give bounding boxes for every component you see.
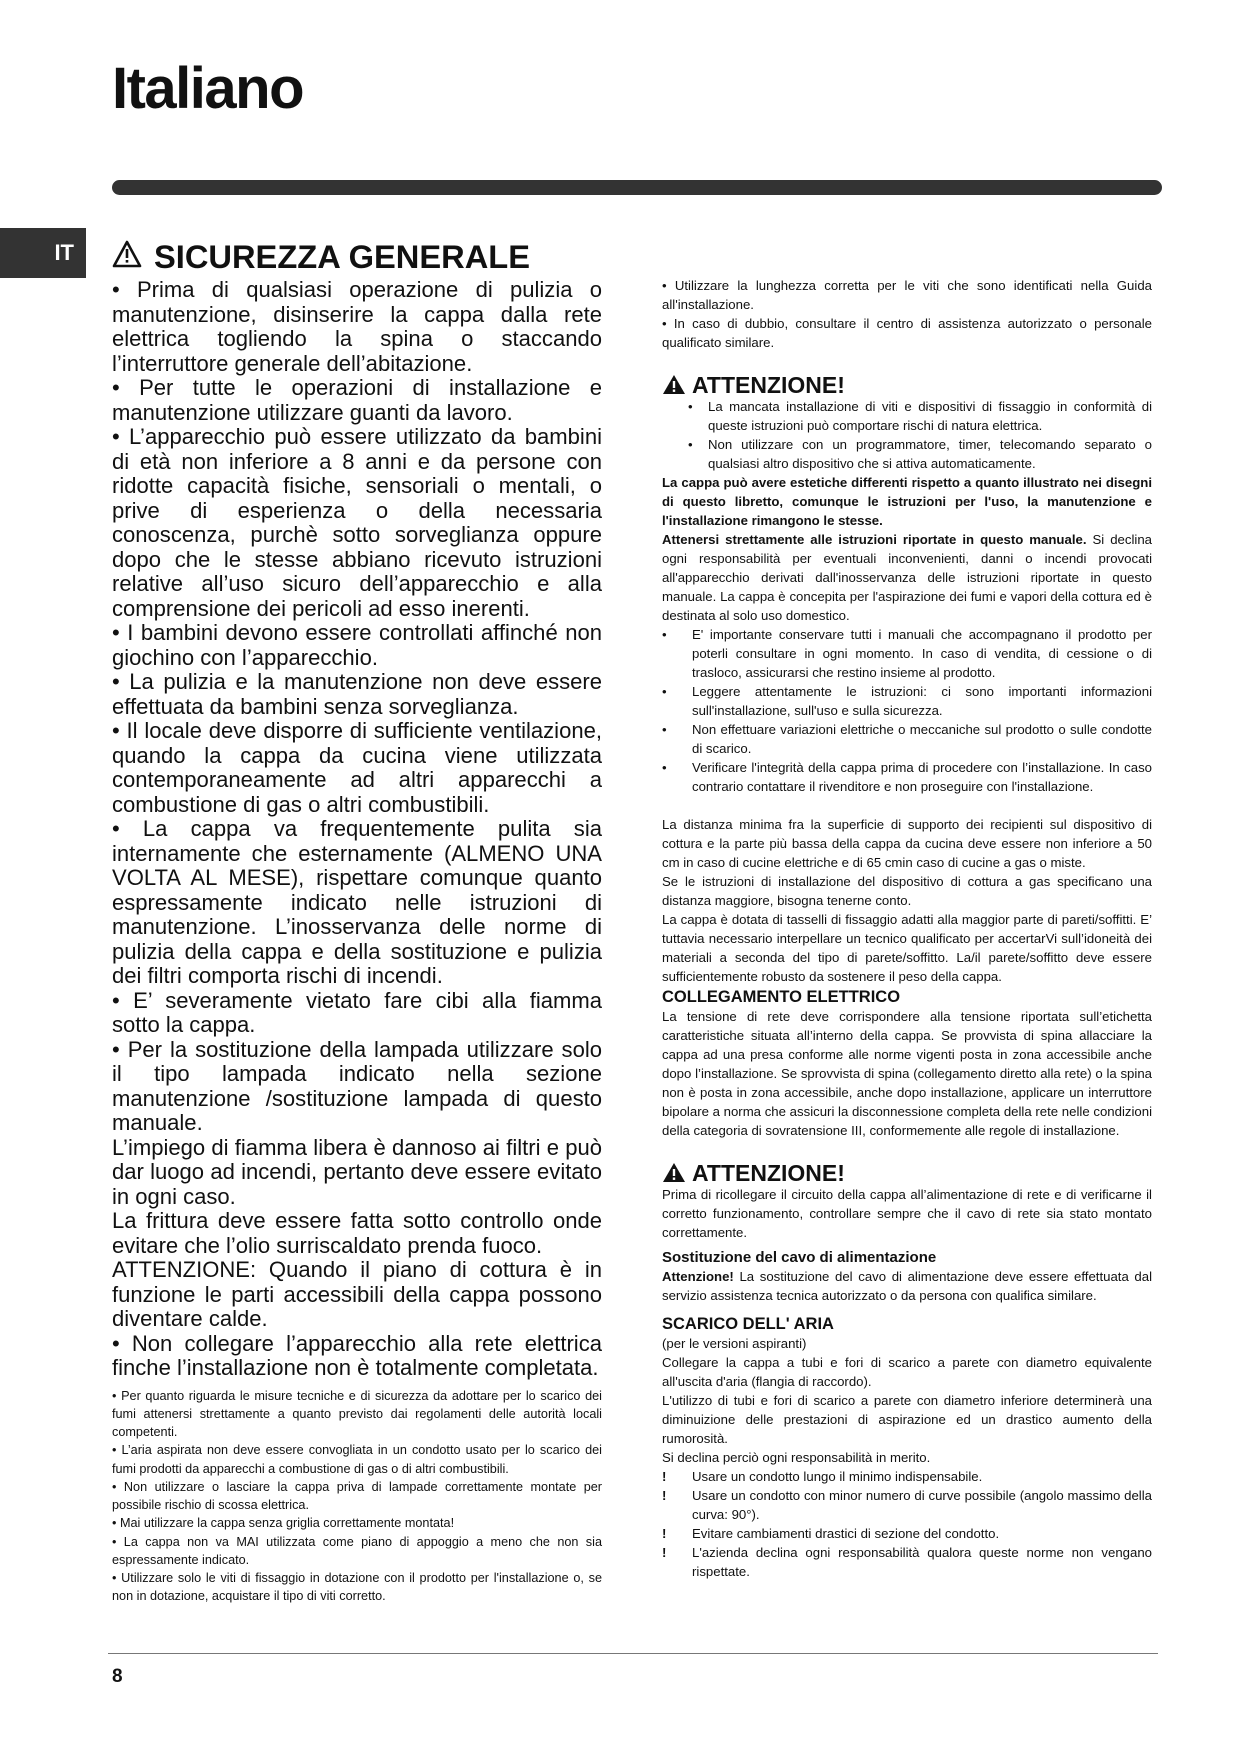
list-item: ! Usare un condotto lungo il minimo indispensabile. (662, 1469, 983, 1484)
paragraph: • Mai utilizzare la cappa senza griglia correttamente montata! (112, 1516, 455, 1531)
paragraph: (per le versioni aspiranti) (662, 1336, 807, 1351)
page-language-title: Italiano (112, 56, 304, 121)
warning-outline-icon (112, 238, 142, 276)
paragraph: Se le istruzioni di installazione del dispositivo di cottura a gas specificano una distanza maggiore, bisogna tenerne conto. (662, 874, 1152, 908)
list-item: • Verificare l'integrità della cappa prima di procedere con l’installazione. In caso contrario contattare il rivenditore e non proseguire con l'installazione. (662, 760, 1152, 794)
paragraph: • L’aria aspirata non deve essere convogliata in un condotto usato per lo scarico dei fumi prodotti da apparecchi a combustione di gas o di altri combustibili. (112, 1443, 602, 1476)
attention-title: ATTENZIONE! (692, 1160, 845, 1186)
list-item: • Non utilizzare con un programmatore, timer, telecomando separato o qualsiasi altro dispositivo che si attiva automaticamente. (688, 437, 1152, 471)
paragraph: • Non utilizzare o lasciare la cappa priva di lampade correttamente montate per possibile rischio di scossa elettrica. (112, 1479, 602, 1512)
paragraph: • La cappa non va MAI utilizzata come piano di appoggio a meno che non sia espressamente indicato. (112, 1534, 602, 1567)
subsection-title-air: SCARICO DELL' ARIA (662, 1315, 834, 1333)
paragraph: Si declina perciò ogni responsabilità in merito. (662, 1450, 931, 1465)
subsection-title-cable: Sostituzione del cavo di alimentazione (662, 1249, 937, 1266)
paragraph: • La cappa va frequentemente pulita sia internamente che esternamente (ALMENO UNA VOLTA AL MESE), rispettare comunque quanto espressamente indicato nelle istruzioni di manutenzione. L’inosservanza delle norme di pulizia della cappa e della sostituzione e pulizia dei filtri comporta rischi di incendi. (112, 816, 602, 988)
left-column (112, 238, 602, 1606)
subsection-title-electric: COLLEGAMENTO ELETTRICO (662, 988, 901, 1006)
paragraph: • I bambini devono essere controllati affinché non giochino con l’apparecchio. (112, 620, 602, 670)
paragraph: ATTENZIONE: Quando il piano di cottura è in funzione le parti accessibili della cappa possono diventare calde. (112, 1257, 602, 1331)
list-item: ! L'azienda declina ogni responsabilità qualora queste norme non vengano rispettate. (662, 1545, 1152, 1579)
paragraph: • Utilizzare solo le viti di fissaggio in dotazione con il prodotto per l'installazione o, se non in dotazione, acquistare il tipo di viti corretto. (112, 1571, 602, 1604)
paragraph: • E’ severamente vietato fare cibi alla fiamma sotto la cappa. (112, 987, 602, 1037)
paragraph: • Per tutte le operazioni di installazione e manutenzione utilizzare guanti da lavoro. (112, 375, 602, 425)
attention-heading-1 (662, 374, 1152, 397)
paragraph: • In caso di dubbio, consultare il centro di assistenza autorizzato o personale qualificato similare. (662, 316, 1152, 350)
paragraph: L’impiego di fiamma libera è dannoso ai filtri e può dar luogo ad incendi, pertanto deve essere evitato in ogni caso. (112, 1134, 602, 1209)
paragraph: • Il locale deve disporre di sufficiente ventilazione, quando la cappa da cucina viene utilizzata contemporaneamente ad altri apparecchi a combustione di gas o altri combustibili. (112, 718, 602, 817)
paragraph: • L’apparecchio può essere utilizzato da bambini di età non inferiore a 8 anni e da persone con ridotte capacità fisiche, sensoriali o mentali, o prive di esperienza o della necessaria conoscenza, purchè sotto sorveglianza oppure dopo che le stesse abbiano ricevuto istruzioni relative all’uso sicuro dell’apparecchio e alla comprensione dei pericoli ad esso inerenti. (112, 424, 602, 621)
list-item: ! Evitare cambiamenti drastici di sezione del condotto. (662, 1526, 1000, 1541)
paragraph: Prima di ricollegare il circuito della cappa all’alimentazione di rete e di verificarne il corretto funzionamento, controllare sempre che il cavo di rete sia stato montato correttamente. (662, 1187, 1152, 1240)
footer-rule (108, 1653, 1158, 1654)
design-note: La cappa può avere estetiche differenti rispetto a quanto illustrato nei disegni di questo libretto, comunque le istruzioni per l'uso, la manutenzione e l'installazione rimangono le stesse. (662, 475, 1152, 528)
list-item: • Leggere attentamente le istruzioni: ci sono importanti informazioni sull'installazione, sull'uso e sulla sicurezza. (662, 684, 1152, 718)
attention-title: ATTENZIONE! (692, 372, 845, 398)
warning-icon (662, 374, 686, 397)
safety-small-text (112, 1387, 602, 1606)
paragraph: • Non collegare l’apparecchio alla rete elettrica finche l’installazione non è totalmente completata. (112, 1330, 602, 1380)
paragraph: • Per quanto riguarda le misure tecniche e di sicurezza da adottare per lo scarico dei fumi attenersi strettamente a quanto previsto dai regolamenti delle autorità locali competenti. (112, 1388, 602, 1439)
list-item: ! Usare un condotto con minor numero di curve possibile (angolo massimo della curva: 90°). (662, 1488, 1152, 1522)
paragraph: • Per la sostituzione della lampada utilizzare solo il tipo lampada indicato nella sezione manutenzione /sostituzione lampada di questo manuale. (112, 1036, 602, 1135)
paragraph: • La pulizia e la manutenzione non deve essere effettuata da bambini senza sorveglianza. (112, 669, 602, 719)
attention-heading-2 (662, 1162, 1152, 1185)
paragraph: La frittura deve essere fatta sotto controllo onde evitare che l’olio surriscaldato prenda fuoco. (112, 1208, 602, 1258)
list-item: • Non effettuare variazioni elettriche o meccaniche sul prodotto o sulle condotte di scarico. (662, 722, 1152, 756)
warning-icon (662, 1162, 686, 1185)
section-title: SICUREZZA GENERALE (154, 238, 530, 275)
header-rule (112, 180, 1162, 195)
paragraph: Collegare la cappa a tubi e fori di scarico a parete con diametro equivalente all'uscita d'aria (flangia di raccordo). (662, 1355, 1152, 1389)
paragraph: Attenzione! La sostituzione del cavo di alimentazione deve essere effettuata dal servizio assistenza tecnica autorizzato o da persona con qualifica similare. (662, 1269, 1153, 1303)
paragraph: L'utilizzo di tubi e fori di scarico a parete con diametro inferiore determinerà una diminuizione delle prestazioni di aspirazione ed un drastico aumento della rumorosità. (662, 1393, 1152, 1446)
paragraph: Attenersi strettamente alle istruzioni riportate in questo manuale. Si declina ogni responsabilità per eventuali inconvenienti, danni o incendi provocati all'apparecchio derivati dall'inosservanza delle istruzioni riportate in questo manuale. La cappa è concepita per l'aspirazione dei fumi e vapori della cottura ed è destinata al solo uso domestico. (662, 532, 1152, 623)
list-item: • E' importante conservare tutti i manuali che accompagnano il prodotto per poterli consultare in ogni momento. In caso di vendita, di cessione o di trasloco, assicurarsi che restino insieme al prodotto. (662, 627, 1152, 680)
language-tab: IT (0, 228, 86, 278)
paragraph: • Prima di qualsiasi operazione di pulizia o manutenzione, disinserire la cappa dalla rete elettrica togliendo la spina o staccando l’interruttore generale dell’abitazione. (112, 277, 602, 376)
safety-main-text (112, 278, 602, 1381)
page-number: 8 (112, 1666, 123, 1687)
paragraph: La cappa è dotata di tasselli di fissaggio adatti alla maggior parte di pareti/soffitti. E’ tuttavia necessario interpellare un tecnico qualificato per accertarVi sull’idoneità dei materiali a seconda del tipo di parete/soffitto. La/il parete/soffitto deve essere sufficientemente robusto da sostenere il peso della cappa. (662, 912, 1152, 984)
section-heading-safety (112, 238, 602, 276)
paragraph: • Utilizzare la lunghezza corretta per le viti che sono identificati nella Guida all'installazione. (662, 278, 1152, 312)
list-item: • La mancata installazione di viti e dispositivi di fissaggio in conformità di queste istruzioni può comportare rischi di natura elettrica. (688, 399, 1152, 433)
paragraph: La tensione di rete deve corrispondere alla tensione riportata sull’etichetta caratteristiche situata all’interno della cappa. Se provvista di spina allacciare la cappa ad una presa conforme alle norme vigenti posta in zona accessibile anche dopo l’installazione. Se sprovvista di spina (collegamento diretto alla rete) o la spina non è posta in zona accessibile, anche dopo installazione, applicare un interruttore bipolare a norma che assicuri la disconnessione completa della rete nelle condizioni della categoria di sovratensione III, conformemente alle regole di installazione. (662, 1009, 1152, 1138)
paragraph: La distanza minima fra la superficie di supporto dei recipienti sul dispositivo di cottura e la parte più bassa della cappa da cucina deve essere non inferiore a 50 cm in caso di cucine elettriche e di 65 cmin caso di cucine a gas o miste. (662, 817, 1152, 870)
right-column (662, 276, 1152, 1581)
